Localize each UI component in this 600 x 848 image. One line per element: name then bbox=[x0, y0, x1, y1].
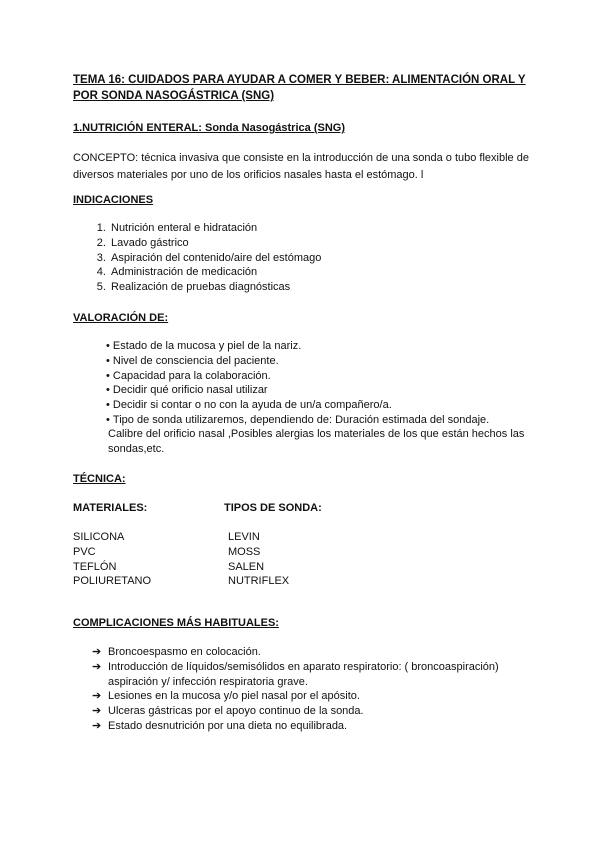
list-item: MOSS bbox=[228, 545, 261, 558]
valoracion-list bbox=[106, 339, 526, 428]
list-item: NUTRIFLEX bbox=[228, 575, 290, 588]
indicaciones-heading: INDICACIONES bbox=[73, 194, 154, 206]
tipos-sonda-list bbox=[228, 530, 289, 589]
valoracion-continuation: Calibre del orificio nasal ,Posibles alergias los materiales de los que están hechos las sondas,etc. bbox=[108, 428, 525, 455]
list-item: LEVIN bbox=[228, 531, 260, 543]
right-arrow-icon: ➔ bbox=[92, 660, 102, 673]
list-item-text: Ulceras gástricas por el apoyo continuo de la sonda. bbox=[108, 705, 364, 718]
list-item: 2. Lavado gástrico bbox=[109, 236, 321, 251]
materiales-list bbox=[73, 530, 151, 589]
indicaciones-list bbox=[73, 221, 321, 295]
list-item-text: Estado desnutrición por una dieta no equilibrada. bbox=[108, 719, 348, 732]
list-item bbox=[92, 689, 522, 704]
section1-heading: 1.NUTRICIÓN ENTERAL: Sonda Nasogástrica (SNG) bbox=[73, 122, 345, 134]
right-arrow-icon: ➔ bbox=[92, 690, 102, 703]
list-item: 4. Administración de medicación bbox=[109, 265, 321, 280]
right-arrow-icon: ➔ bbox=[92, 646, 102, 658]
list-item: • Nivel de consciencia del paciente. bbox=[106, 354, 526, 369]
list-item-text: Introducción de líquidos/semisólidos en aparato respiratorio: ( broncoaspiración) aspiración y/ infección respiratoria grave. bbox=[108, 660, 499, 688]
list-item bbox=[92, 660, 522, 690]
list-item: TEFLÓN bbox=[73, 560, 117, 573]
right-arrow-icon: ➔ bbox=[92, 705, 102, 718]
tipos-sonda-heading: TIPOS DE SONDA: bbox=[224, 502, 322, 514]
list-item bbox=[92, 704, 522, 719]
list-item: • Tipo de sonda utilizaremos, dependiendo de: Duración estimada del sondaje. bbox=[106, 413, 526, 428]
list-item-text: Lesiones en la mucosa y/o piel nasal por el apósito. bbox=[108, 690, 360, 703]
tecnica-heading: TÉCNICA: bbox=[73, 473, 126, 485]
list-item: PVC bbox=[73, 545, 96, 558]
list-item: 5. Realización de pruebas diagnósticas bbox=[109, 280, 321, 295]
list-item: 1. Nutrición enteral e hidratación bbox=[109, 221, 321, 236]
list-item: 3. Aspiración del contenido/aire del estómago bbox=[109, 251, 321, 266]
list-item-text: Broncoespasmo en colocación. bbox=[108, 646, 261, 658]
list-item: • Capacidad para la colaboración. bbox=[106, 369, 526, 384]
list-item bbox=[92, 719, 522, 734]
materiales-heading: MATERIALES: bbox=[73, 502, 148, 514]
list-item: • Decidir qué orificio nasal utilizar bbox=[106, 383, 526, 398]
right-arrow-icon: ➔ bbox=[92, 719, 102, 732]
list-item: • Estado de la mucosa y piel de la nariz. bbox=[106, 339, 526, 354]
concepto-paragraph: CONCEPTO: técnica invasiva que consiste en la introducción de una sonda o tubo flexible de diversos materiales por uno de los orificios nasales hasta el estómago. l bbox=[73, 152, 529, 181]
valoracion-heading: VALORACIÓN DE: bbox=[73, 312, 169, 324]
complicaciones-list bbox=[92, 645, 522, 734]
list-item: • Decidir si contar o no con la ayuda de un/a compañero/a. bbox=[106, 398, 526, 413]
list-item bbox=[92, 645, 522, 660]
list-item: POLIURETANO bbox=[73, 575, 152, 588]
document-title: TEMA 16: CUIDADOS PARA AYUDAR A COMER Y BEBER: ALIMENTACIÓN ORAL Y POR SONDA NASOGÁSTRICA (SNG) bbox=[73, 74, 526, 102]
complicaciones-heading: COMPLICACIONES MÁS HABITUALES: bbox=[73, 617, 279, 629]
list-item: SILICONA bbox=[73, 531, 125, 543]
list-item: SALEN bbox=[228, 560, 265, 573]
